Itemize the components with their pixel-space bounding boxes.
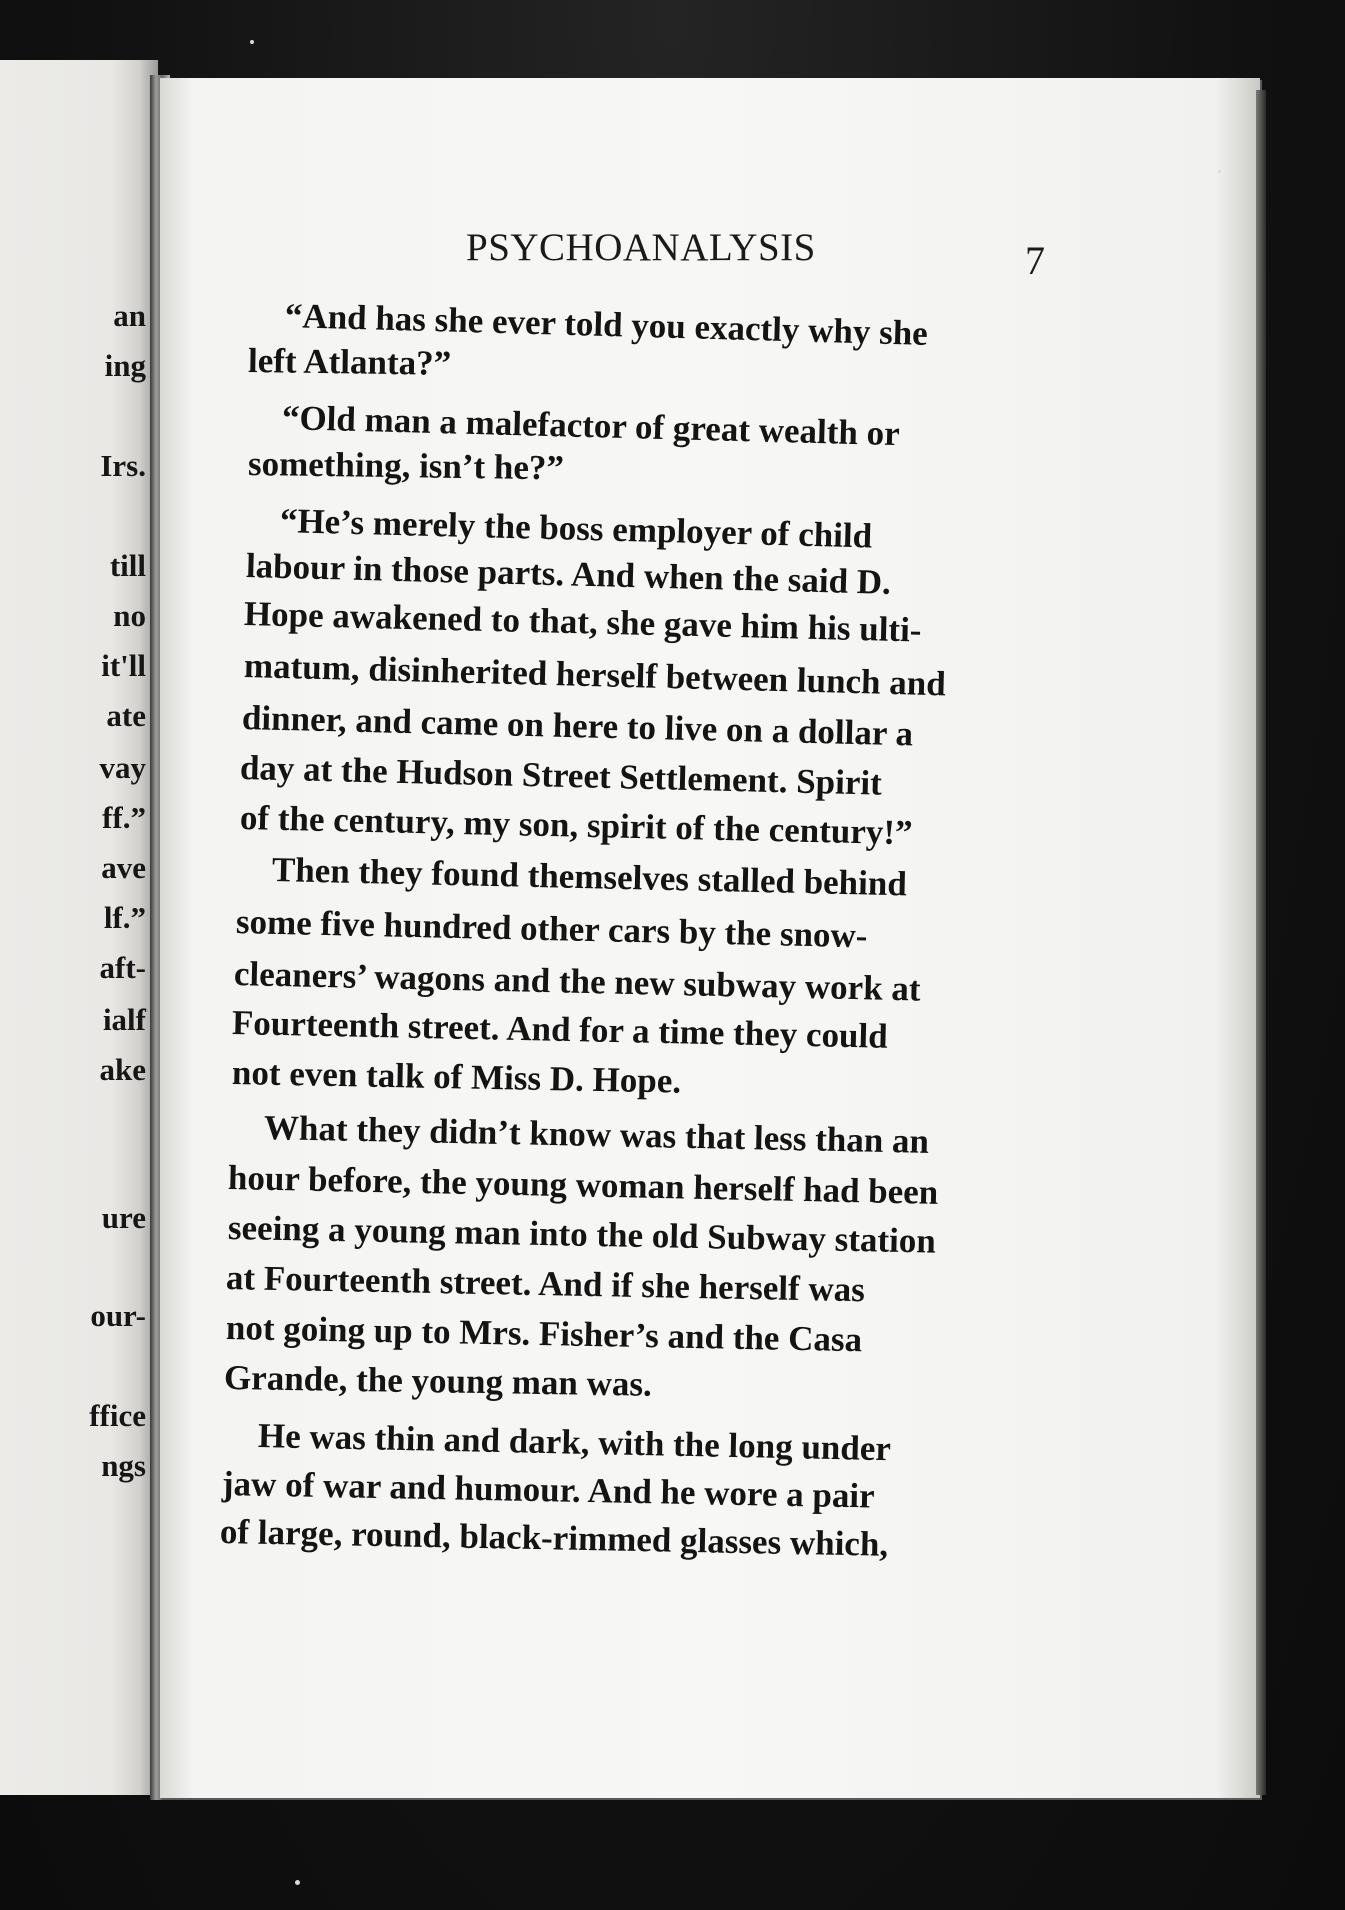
scan-speck xyxy=(1218,170,1221,173)
page-edge-shadow xyxy=(1256,90,1266,1795)
text-line: Grande, the young man was. xyxy=(223,1358,653,1404)
text-line: Then they found themselves stalled behind xyxy=(271,850,908,904)
text-line: seeing a young man into the old Subway station xyxy=(227,1208,937,1261)
text-line: cleaners’ wagons and the new subway work at xyxy=(233,954,922,1009)
text-line: He was thin and dark, with the long under xyxy=(257,1416,892,1469)
text-line: jaw of war and humour. And he wore a pair xyxy=(221,1464,876,1516)
left-page-fragment: ure xyxy=(101,1200,146,1235)
text-line: “And has she ever told you exactly why she xyxy=(284,296,929,353)
left-page-fragment: ave xyxy=(101,850,146,885)
left-page-fragment: it'll xyxy=(101,648,146,683)
left-page-fragment: ate xyxy=(106,698,146,733)
text-line: What they didn’t know was that less than an xyxy=(263,1108,930,1161)
text-line: not going up to Mrs. Fisher’s and the Casa xyxy=(225,1308,863,1360)
left-page-fragment: aft- xyxy=(99,950,146,985)
text-line: at Fourteenth street. And if she herself was xyxy=(225,1258,866,1310)
left-page-fragment: an xyxy=(113,298,146,333)
scan-speck xyxy=(250,40,254,44)
text-line: of the century, my son, spirit of the century!” xyxy=(239,798,913,853)
left-page-fragment: ialf xyxy=(102,1002,146,1037)
left-page-fragment: no xyxy=(113,598,146,633)
text-line: labour in those parts. And when the said D. xyxy=(245,546,892,602)
left-page-fragment: Irs. xyxy=(100,448,146,483)
text-line: “Old man a malefactor of great wealth or xyxy=(281,398,901,454)
text-line: something, isn’t he?” xyxy=(247,444,565,488)
text-line: dinner, and came on here to live on a dollar a xyxy=(241,698,914,754)
text-line: matum, disinherited herself between lunch and xyxy=(243,646,947,704)
left-page-fragment: till xyxy=(109,548,146,583)
left-page-fragment: lf.” xyxy=(103,900,146,935)
left-page-fragment: ing xyxy=(104,348,146,383)
text-line: not even talk of Miss D. Hope. xyxy=(231,1053,682,1101)
left-page-fragment: our- xyxy=(90,1298,146,1333)
text-line: day at the Hudson Street Settlement. Spirit xyxy=(239,748,883,803)
text-line: Hope awakened to that, she gave him his ulti- xyxy=(243,594,922,650)
text-line: of large, round, black-rimmed glasses which, xyxy=(219,1512,889,1564)
page-number: 7 xyxy=(1025,238,1045,283)
left-page-fragment: ake xyxy=(99,1052,146,1087)
text-line: left Atlanta?” xyxy=(247,341,452,383)
left-page-fragment: ffice xyxy=(89,1398,146,1433)
left-facing-page xyxy=(0,60,158,1795)
text-line: Fourteenth street. And for a time they could xyxy=(231,1003,889,1056)
text-line: some five hundred other cars by the snow- xyxy=(235,902,868,956)
left-page-fragment: vay xyxy=(99,750,146,785)
left-page-fragment: ff.” xyxy=(102,800,146,835)
text-line: hour before, the young woman herself had been xyxy=(227,1158,939,1212)
scan-speck xyxy=(295,1880,300,1885)
running-head: PSYCHOANALYSIS xyxy=(466,226,816,269)
left-page-fragment: ngs xyxy=(101,1448,146,1483)
text-line: “He’s merely the boss employer of child xyxy=(279,501,873,556)
